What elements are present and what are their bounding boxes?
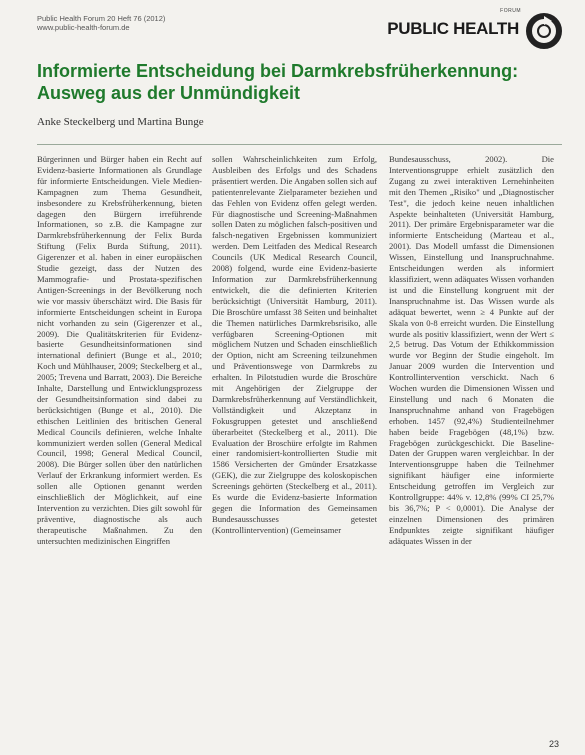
article-title [37,60,557,104]
title-divider [37,144,562,145]
public-health-logo [387,6,563,50]
circle-arrow-icon [525,12,563,50]
body-column-3 [389,154,554,744]
page-number: 23 [548,739,559,749]
body-column-2 [212,154,377,744]
column-1-text: Bürgerinnen und Bürger haben ein Recht auf Evidenz-basierte Informationen als Grundlage für informierte Entscheidungen. Viele Medien-Kampagnen zum Thema Gesundheit, insbesondere zu Krebsfrüherkennung, bieten dagegen den Bürgern irreführende Informationen, so z.B. die Kampagne zur Darmkrebsfrüherkennung der Felix Burda Stiftung (Felix Burda Stiftung, 2011). Gigerenzer et al. haben in einer europäischen Studie gezeigt, dass der Nutzen des Mammografie- und Prostata-spezifischen Antigen-Screenings in der Bevölkerung noch wie vor massiv überschätzt wird. Die Basis für informierte Entscheidungen scheint in Europa nicht vorhanden zu sein (Gigerenzer et al., 2009). Die Qualitätskriterien für Evidenz-basierte Gesundheitsinformationen sind international definiert (Bunge et al., 2010; Koch und Mühlhauser, 2009; Steckelberg et al., 2005; Trevena und Barratt, 2003). Die Bereiche Inhalte, Darstellung und Entwicklungsprozess der Gesundheitsinformation sind dabei zu berücksichtigen (Bunge et al., 2010). Die ethischen Leitlinien des britischen General Medical Councils definieren, welche Inhalte kommuniziert werden sollen (General Medical Council, 1998; General Medical Council, 2008). Die Bürger sollen über den natürlichen Verlauf der Erkrankung informiert werden. Es sollen alle Optionen genannt werden einschließlich der Möglichkeit, auf eine Intervention zu verzichten. Dies gilt sowohl für präventive, diagnostische als auch therapeutische Maßnahmen. Zu den untersuchten medizinischen Eingriffen [37,154,202,546]
column-2-text: sollen Wahrscheinlichkeiten zum Erfolg, Ausbleiben des Erfolgs und des Schadens präsentiert werden. Die Angaben sollen sich auf patientenrelevante Zielparameter beziehen und das Fehlen von Evidenz offen gelegt werden. Für diagnostische und Screening-Maßnahmen sollen Daten zu möglichen falsch-positiven und falsch-negativen Ergebnissen kommuniziert werden. Dem Leitfaden des Medical Research Councils (UK Medical Research Council, 2008) folgend, wurde eine Evidenz-basierte Information zur Darmkrebsfrüherkennung entwickelt, die die definierten Kriterien berücksichtigt (Universität Hamburg, 2011). Die Broschüre umfasst 38 Seiten und beinhaltet die Themen natürliches Darmkrebsrisiko, alle verfügbaren Screening-Optionen mit möglichem Nutzen und Schaden einschließlich der Option, nicht am Screening teilzunehmen und Präventionswege von Darmkrebs zu erhalten. In Pilotstudien wurde die Broschüre mit Angehörigen der Zielgruppe der Darmkrebsfrüherkennung auf Verständlichkeit, Vollständigkeit und Akzeptanz in Fokusgruppen getestet und anschließend überarbeitet (Steckelberg et al., 2011). Die Evaluation der Broschüre erfolgte im Rahmen einer randomisiert-kontrollierten Studie mit 1586 Versicherten der Gmünder Ersatzkasse (GEK), die zur Zielgruppe des koloskopischen Screenings gehörten (Steckelberg et al., 2011). Es wurde die Evidenz-basierte Information gegen die Information des Gemeinsamen Bundesausschusses getestet (Kontrollintervention) (Gemeinsamer [212,154,377,535]
title-line-2: Ausweg aus der Unmündigkeit [37,83,301,103]
logo-forum-label: FORUM [500,8,521,14]
column-3-text: Bundesausschuss, 2002). Die Interventionsgruppe erhielt zusätzlich den Zugang zu zwei interaktiven Lernehinheiten mit den Themen „Risiko" und „Diagnostischer Test", die jedoch keine neuen inhaltlichen Aspekte beinhalteten (Universität Hamburg, 2011). Der primäre Ergebnisparameter war die informierte Entscheidung (Marteau et al., 2001). Das Modell umfasst die Dimensionen Wissen, Einstellung und Inanspruchnahme. Entscheidungen werden als informiert klassifiziert, wenn adäquates Wissen vorhanden ist und die Einstellung kongruent mit der Inanspruchnahme ist. Das Wissen wurde als adäquat bewertet, wenn ≥ 4 Punkte auf der Skala von 0-8 erreicht wurden. Die Einstellung wurde als positiv klassifiziert, wenn der Wert ≤ 2,5 betrug. Das Votum der Ethikkommission wurde vor Beginn der Studie eingeholt. Im Januar 2009 wurden die Intervention und Kontrollintervention verschickt. Nach 6 Wochen wurden die Dimensionen Wissen und Einstellung und nach 6 Monaten die Inanspruchnahme anhand von Fragebögen erhoben. 1457 (92,4%) Studienteilnehmer haben beide Fragebögen (48,1%) bzw. Fragebögen zurückgeschickt. Die Baseline-Daten der Gruppen waren vergleichbar. In der Interventionsgruppe haben die Teilnehmer signifikant häufiger eine informierte Entscheidung getroffen im Vergleich zur Kontrollgruppe: 44% v. 12,8% (99% CI 25,7% bis 36,7%; P < 0,0001). Die Analyse der einzelnen Dimensionen des primären Endpunktes zeigte signifikant häufiger adäquates Wissen in der [389,154,554,546]
article-authors: Anke Steckelberg und Martina Bunge [37,116,204,128]
body-column-1 [37,154,202,744]
journal-url: www.public-health-forum.de [37,23,130,32]
journal-line: Public Health Forum 20 Heft 76 (2012) [37,14,166,23]
journal-meta [37,14,165,32]
logo-title: PUBLIC HEALTH [387,19,519,38]
title-line-1: Informierte Entscheidung bei Darmkrebsfrüherkennung: [37,61,519,81]
